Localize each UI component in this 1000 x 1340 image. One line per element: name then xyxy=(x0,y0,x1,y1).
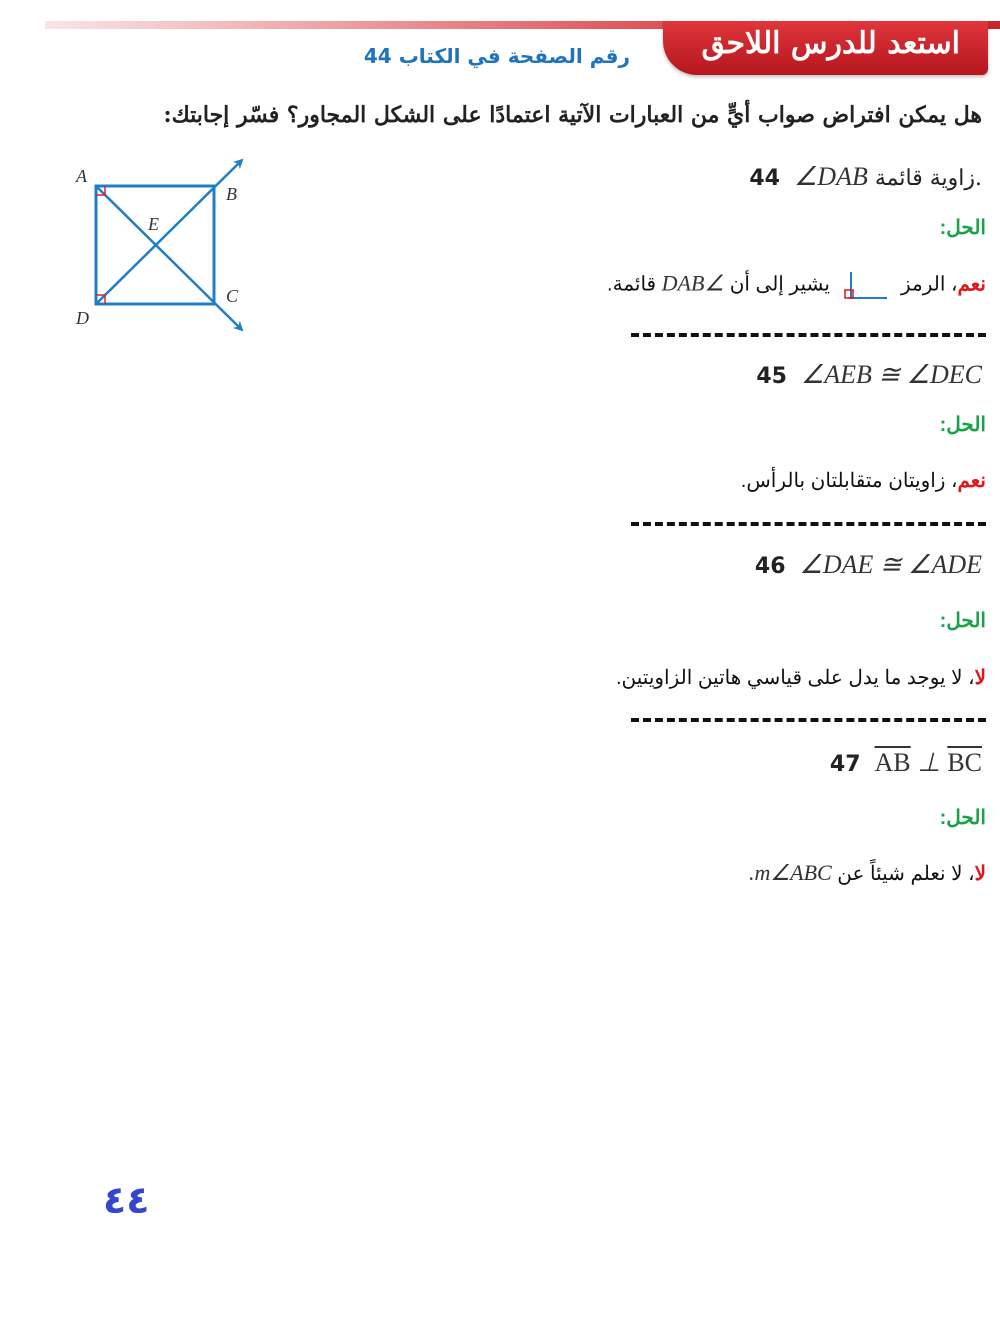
diagonal-ac xyxy=(96,186,242,330)
answer-keyword: نعم xyxy=(957,470,986,492)
segment-ab: AB xyxy=(874,748,911,777)
label-d: D xyxy=(76,308,89,328)
item-44-answer: نعم، الرمز يشير إلى أن ∠DAB قائمة. xyxy=(607,270,986,300)
solution-label: الحل: xyxy=(939,217,986,239)
item-47-statement xyxy=(830,748,982,778)
segment-bc: BC xyxy=(947,748,982,777)
right-angle-symbol-icon xyxy=(841,270,889,300)
solution-label: الحل: xyxy=(939,610,986,632)
item-number: 47 xyxy=(829,752,861,777)
page-reference: رقم الصفحة في الكتاب 44 xyxy=(363,44,630,68)
item-47-answer: لا، لا نعلم شيئاً عن m∠ABC. xyxy=(749,860,986,885)
answer-keyword: لا xyxy=(974,863,986,885)
question-text: هل يمكن افتراض صواب أيٍّ من العبارات الآتية اعتمادًا على الشكل المجاور؟ فسّر إجابتك: xyxy=(163,102,982,128)
separator xyxy=(631,718,986,722)
separator xyxy=(631,522,986,526)
answer-keyword: لا xyxy=(974,667,986,689)
item-44-angle: ∠DAB xyxy=(794,162,868,191)
item-46-statement: 46 ∠DAE ≅ ∠ADE xyxy=(754,550,982,579)
perpendicular-symbol: ⊥ xyxy=(917,748,941,777)
section-title: استعد للدرس اللاحق xyxy=(701,26,960,61)
item-46-answer: لا، لا يوجد ما يدل على قياسي هاتين الزاويتين. xyxy=(615,667,986,689)
item-45-answer: نعم، زاويتان متقابلتان بالرأس. xyxy=(740,470,986,492)
item-number: 46 xyxy=(754,554,786,579)
label-e: E xyxy=(148,214,159,234)
item-44-statement xyxy=(749,162,982,192)
page-number: ٤٤ xyxy=(103,1178,150,1222)
solution-label: الحل: xyxy=(939,414,986,436)
item-44-text: زاوية قائمة. xyxy=(874,166,982,191)
item-45-statement: 45 ∠AEB ≅ ∠DEC xyxy=(756,360,982,389)
label-c: C xyxy=(226,286,239,306)
diagonal-db xyxy=(96,160,242,304)
square-figure xyxy=(60,150,260,340)
item-number: 44 xyxy=(749,166,780,191)
label-a: A xyxy=(76,166,87,186)
item-number: 45 xyxy=(756,364,787,389)
solution-label: الحل: xyxy=(939,807,986,829)
answer-keyword: نعم xyxy=(957,273,986,296)
separator xyxy=(631,333,986,337)
label-b: B xyxy=(226,184,237,204)
